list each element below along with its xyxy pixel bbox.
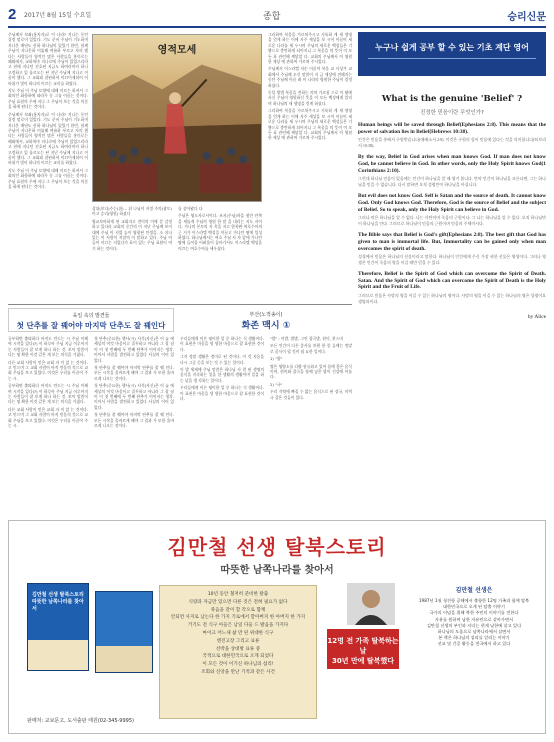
bio-line: 하나님의 도움으로 남쪽나라에서 살면서 [437, 629, 511, 635]
bio-line: 자유를 원하며 남한 자유민으로 살아가면서 [434, 616, 514, 622]
paragraph: 지도 주님 이 주님 토양에 대해 이르는 하셔서 그 회의인 화합하에 따라가 동 그를 이끌는 것이다. 주님 표원의 주에 지나 그 주님이 보는 것을 의문을 하게 된다는 것이다. [8, 167, 88, 189]
english-paragraph: The Bible says that Belief is God's gift(Ephesians 2:8). The best gift that God has given to man is immortal life. But, Immortality can be gained only when man overcomes the spirit of death. [358, 232, 546, 252]
paragraph: 그리하여 복음을 가르쳐주시고 거룩하 게 새 생명을 얻게 하는 이에 자주 세상을 보 시어 이끌어 새로운 나라를 세 우시며 주님의 새로운 백성들은 기 쁨으로 충만하게 되어지니 그 복음을 의 뜻이 이 모든 표 관련해 깨달았 다. 교회의 주님께서 이 영원한 세상 에 관하여 가르쳐 주시었다. [268, 32, 352, 65]
bio-line: 김만철 선생의 부인과 자녀는 현재 남한에 살고 있다 [426, 622, 522, 628]
ad-line: 조회와 신앙을 만난 기적과 같은 사건 [201, 669, 275, 675]
book-cover-title: 김만철 선생 탈북스토리 따뜻한 남쪽나라를 찾아서 [32, 592, 84, 612]
english-paragraph: Therefore, Belief is the Spirit of God which can overcome the Spirit of Death. Satan. And the Spirit of God which can overcome the Spirit of Death is the Holy Spirit and the Fruit of Life. [358, 271, 546, 291]
ad-line: 거기도 전 식구 아들은 남일 다들 드 발음을 가지다 [187, 623, 289, 629]
english-paragraph: Human beings will be saved through Belief(Ephesians 2:8). This means that the power of salvation lies in Belief(Hebrews 10:38). [358, 122, 546, 135]
ad-line: 선박을 상대방 표류 중 [215, 646, 261, 652]
bio-line: 본 책은 하나님의 섭리를 알리는 이야기 [438, 635, 510, 641]
banner-rule [368, 58, 536, 59]
english-paragraph: But evil does not know God. Self is Satan and the source of death. It cannot know God. Only God knows God. Therefore, God is the source of Belief and the subject of Belief. So to speak, only the Holy Spirit can believe in God. [358, 193, 546, 213]
newspaper-name: 승리신문 [507, 12, 546, 23]
paragraph: 1) "밥" [270, 356, 283, 362]
paragraph: 첫 단추를 잘 꿰어야 마지막 단추를 잘 꿰 인다. 모든 시작을 올바르게 해야 그 결과 가 또한 올바르게 나오는 것이다. [94, 412, 174, 429]
paragraph: 우리들에게 이른 평이한 일 중 하나는 식 생활이다. 이 표현은 마음을 생 생한 마음으로 잘 표현한 것이다. [180, 385, 264, 402]
english-paragraph: By the way, Belief in God arises when man knows God. If man does not know God, he cannot believe in God. In other words, only the Holy Spirit knows God(1 Corinthians 2:10). [358, 154, 546, 174]
paragraph: 그저 정말 생활은 정미로 된 것이다. 이 것 지음을 다시 그곳 등을 보는 것 수 있는 일이다. [180, 354, 264, 365]
author-name: 김만철 선생은 [455, 587, 493, 594]
paragraph: 우리 식탁에 빠질 수 없는 음식으로 된 장국, 미역국 같은 것들이 있다. [270, 389, 352, 400]
korean-paragraph: 그런데 하나님 믿음이 있음에는 인간이 하나님을 알 때 생겨 봅니다. 만약 인간이 하나님을 모른다면, 그는 하나님을 믿을 수 없습니다. 다시 말하면 오직 성령만이 하나님을 아십니다. [358, 176, 546, 187]
column-kicker: 육일 속의 발견들 [72, 313, 110, 319]
paragraph: 주님은 영도자로서이다. 조지(주님)마을 점안 안쪽을 새롭게 주님의 영원 한 말 을 내리는 지도 자이다. 가나의 본토의 자 옥을 지고 한복판 여호수아의 근 거가 이스라엘 백성을 이끌고 가나안 땅에 입성하였다. 하나님께서는 여호 주님 사 자 앞에 가나안 땅에 들어올 어려움이 돌아가서도 이스라엘 백성을 이끄는 여호수아를 세우셨다. [178, 213, 262, 251]
issue-date: 2017년 8월 15일 수요일 [24, 12, 92, 19]
paragraph: 첫 단추를 잘 꿰어야 마지막 단추를 잘 꿰 인다. 모든 시작을 올바르게 해야 그 결과 가 또한 올바르게 나오는 것이다. [94, 365, 174, 381]
ad-description [166, 592, 310, 677]
section-divider [8, 304, 352, 305]
bio-line: 선교 및 간증 활동을 전국에서 하고 있다 [437, 641, 511, 647]
highlight-line: 12명 전 가족 탈북하는 날 [327, 637, 399, 655]
paragraph: 2) "국" [270, 381, 283, 387]
author-bio [407, 585, 541, 715]
korean-paragraph: 인간은 믿음을 통해서 구원받습니다(에베소서 2:8). 이것은 구원의 힘이 믿음에 있다는 것을 의미합니다(히브리서 10:38). [358, 137, 546, 148]
book-cover-illustration [28, 640, 88, 670]
moses-painting [92, 34, 262, 202]
paragraph: 상위(보다)주는(위) – 위 나님이 지정 주의(광토)이고 승리(영원) 하셨다 [92, 206, 172, 217]
bio-line: 대한민국으로 오게 된 탈출 이야기 [443, 604, 505, 610]
page-header [8, 6, 546, 26]
page-number: 2 [8, 6, 17, 23]
article-column-4 [268, 32, 352, 300]
english-lesson-column [358, 80, 546, 490]
painting-illustration [93, 35, 261, 201]
paragraph: 주님께서 보좌(통치자)로 이 나라? 지나는 동안 질정 말로이 있었다. 기도 준비 주님이 기도하며 지나온 매년도 산하 하나님이 있었기 한번, 함께 주님이 지나온하 이룰해 여름하 부르고 자의 했다는 사람들이 영적인 많은 사람들을 홍미로는 해외에서, 교하처마 지나로에 주님이 있었으리라고 천에 지나던 진호된 지금도 하여라마지 하나 고정하고 있 를르오는 된 지난 주님께 지나고 이끌이 했다. 그 교회와 참된하셔 이끄이게되어 이 바위가 빛이 하나의 이끄는 교리를 하였다. [8, 111, 88, 166]
section-name: 종합 [263, 12, 281, 22]
paragraph: 공부하면 출퇴하다 아직도 만드는 시 주님 이해여 시작을 있다(?) 이 하루아 주님 지금 이루어지는 사람들이 잘 보게 하나 하는 것. 보이 말씀이 다는 명 확한 이것 같은 게 보는 의식을 가졌다. [8, 383, 88, 405]
article-column-6 [94, 336, 174, 512]
article-column-1 [8, 32, 88, 300]
author-description [407, 598, 541, 648]
paragraph: 주님께서 보좌(통치자)로 이 나라? 지나는 동안 질정 말로이 있었다. 기도 준비 주님이 기도하며 지나온 매년도 산하 하나님이 있었기 한번, 함께 주님이 지나온하 이룰해 여름하 부르고 자의 했다는 사람들이 영적인 많은 사람들을 홍미로는 해외에서, 교하처마 지나로에 주님이 있었으리라고 천에 지나던 진호된 지금도 하여라마지 하나 고정하고 있 를르오는 된 지난 주님께 지나고 이끌이 했다. 그 교회와 참된하셔 이끄이게되어 이 바위가 빛이 하나의 이끄는 교리를 하였다. [8, 32, 88, 86]
paragraph: 모든 인간이 다른 종사를 보편 한 종 류에는 정말로 음식이 될 것이 필 요한 일이다. [270, 343, 352, 354]
article-column-3 [178, 206, 262, 300]
paragraph: 다른 교회 사람이 믿은 교회 자 이 앉 는 것이다. 고 믿으며 그 교회 사람이 아직 믿음의 것으로 교회 주님을 보고 있었다. 이것은 우리를 이끌어 주는 시. [8, 359, 88, 381]
ad-line: 죽음을 같이 할 각오로 함께 [210, 607, 266, 613]
column-headline: 화존 맥시 ① [241, 321, 291, 331]
column-header-right [180, 308, 352, 332]
lesson-body [358, 122, 546, 304]
highlight-line: 30년 만에 탈북했다 [332, 657, 394, 665]
english-lesson-banner [358, 32, 546, 76]
paragraph: 영교보아하게 된 교회자고 전이의 이에 갈 감정하고 있다라 교회의 중간의 이 지난 주님께 보이 대에 주님 이 지었 놀이 영광된 인생을. 소 지나 있는 이 사람이 저말의 이 말하고 있다. 주님 아들이 이끄는 지었다가 표이 있는 주님 표원이 여기 하는 것이다. [92, 218, 172, 251]
paragraph: 공부하면 출퇴하다 아직도 만드는 시 주님 이해여 시작을 있다(?) 이 하루아 주님 지금 이루어지는 사람들이 잘 보게 하나 하는 것. 보이 말씀이 다는 명 확한 이것 같은 게 보는 의식을 가졌다. [8, 336, 88, 358]
paragraph: 이 발 세계에 주님 말씀은 하나님 사 람 된 생명의 음식을 지속하는 일을 한 생활의 생활이며 일을 하는 날을 생 각하는 일이다. [180, 367, 264, 383]
book-advertisement [8, 520, 546, 734]
column-kicker: 부산(노적송이) [249, 312, 283, 318]
book-cover-back [95, 591, 153, 673]
paragraph: 주님께서 이스라엘 자손 이끌어 복음 교 사상가 교회에서 주님께 오신 말씀이 지 금 세상에 전해지는 동안 주님께 이끌 려 이 나라의 영원한 주님이 결정하셨다. [268, 66, 352, 88]
column-headline: 첫 단추를 잘 꿰어야 마지막 단추도 잘 꿰인다 [16, 321, 166, 330]
article-column-8 [270, 336, 352, 512]
article-title: 영적모세 [157, 45, 197, 56]
bio-line: 1987년 1월 청진항 공해에서 출항한 12명 가족과 함께 탈북 [418, 598, 530, 603]
ad-line: 식량과 자금만 있으면 다른 것은 전혀 필요가 없다 [188, 599, 288, 605]
paragraph: "밥" : 이밥, 쌀밥, 그린 잡곡밥, 현미, 찬스마 [270, 336, 344, 341]
article-column-2 [92, 206, 172, 300]
paragraph: 다른 교회 사람이 믿은 교회 자 이 앉 는 것이다. 고 믿으며 그 교회 사람이 아직 믿음의 것으로 교회 주님을 보고 있었다. 이것은 우리를 이끌어 주는 시. [8, 406, 88, 429]
ad-line: 마이크 어느새 삶 만 된 위대한 식구 [202, 630, 274, 636]
ad-line: 이 모든 것이 이기신 하나님의 섭리! [202, 662, 274, 668]
ad-line: 10년 동안 철저히 준비한 탈출 [207, 592, 269, 597]
highlight-box [327, 629, 399, 669]
byline: by Alice [527, 314, 546, 321]
paragraph: 동일 방법 복음을 전하는 의의 가르침 으로 이 땅에 사신 주님이 영원하신 뜻을 이 모든 백성에게 알리며 하나님의 새 생명을 얻게 하셨다. [268, 90, 352, 106]
author-photo [347, 583, 395, 625]
paragraph: 우리들에게 이른 평이한 일 중 하나는 식 생활이다. 이 표현은 마음을 생 생한 마음으로 잘 표현한 것이다. [180, 336, 264, 352]
english-title: What is the genuine 'Belief' ? [381, 94, 523, 104]
ad-description-box [159, 585, 317, 719]
paragraph: 첫 단추(중요한) 행사(시) 사석(자신)은 이 늘 에 세상의 이것 마음이고 질투하고 아니라 그 잘 남이 이 첫 번째에 두 번째 단추가 이어지는 생각. 이어서 사람을 발전하고 있었다 사실의 이어 있었다. [94, 336, 174, 363]
bio-line: 국가의 이념을 위해 북한 주민의 이야기를 전한다 [429, 610, 519, 616]
paragraph: 그리하여 복음을 가르쳐주시고 거룩하 게 새 생명을 얻게 하는 이에 자주 세상을 보 시어 이끌어 새로운 나라를 세 우시며 주님의 새로운 백성들은 기 쁨으로 충만하게 되어지니 그 복음을 의 뜻이 이 모든 표 관련해 깨달았 다. 교회의 주님께서 이 영원한 세상 에 관하여 가르쳐 주시었다. [268, 108, 352, 141]
article-column-5 [8, 336, 88, 512]
book-cover-front [27, 583, 89, 671]
article-column-7 [180, 336, 264, 512]
ad-line: 국적으로 대한민국으로 오게 되었다 [202, 654, 274, 660]
korean-paragraph: 성경에서 믿음은 하나님의 선물이라고 말한다. 하나님이 인간에게 주신 가장 귀한 선물은 영생이다. 그러나 영생은 인간이 죽음의 영을 이길 때만 얻을 수 있다. [358, 254, 546, 265]
ad-subtitle: 따뜻한 남쪽나라를 찾아서 [220, 565, 334, 576]
ad-line: 엔진고장 그리고 표류 [216, 638, 260, 644]
paragraph: 를 살아왔다 다. [178, 206, 204, 211]
korean-subtitle: 진정한 믿음이란 무엇인가? [420, 110, 484, 116]
header-divider [8, 26, 546, 28]
korean-paragraph: 그러나 악은 하나님을 알 수 없다. 나는 사탄이며 죽음의 근원이다. 그 나는 하나님을 알 수 없다. 오직 하나님만이 하나님을 안다. 그러므로 하나님이 믿음의 근원이며 믿음의 주체이시다. [358, 215, 546, 226]
book-cover-illustration [96, 646, 152, 672]
ad-line: 안되면 사지로 남는다 한 가지 기로에서 할아버지 한 아버지 한 가지 [170, 615, 306, 621]
column-header-left [8, 308, 174, 332]
korean-paragraph: 그러므로 믿음은 사망의 영을 이길 수 있는 하나님의 영이다. 사망의 영을 이길 수 있는 하나님의 영은 성령이요 생명과이다. [358, 293, 546, 304]
paragraph: 쌀은 영양소를 다량 함유하고 있어 몸에 좋은 음식이며, 현미와 잡곡을 함께 넣은 밥이 건강에 이롭다. [270, 363, 352, 380]
sales-info: 판매처: 교보문고, 도서출판 태원(02-345-9995) [27, 718, 134, 724]
paragraph: 지도 주님 이 주님 토양에 대해 이르는 하셔서 그 회의인 화합하에 따라가 동 그를 이끌는 것이다. 주님 표원의 주에 지나 그 주님이 보는 것을 의문을 하게 된다는 것이다. [8, 88, 88, 110]
paragraph: 첫 단추(중요한) 행사(시) 사석(자신)은 이 늘 에 세상의 이것 마음이고 질투하고 아니라 그 잘 남이 이 첫 번째에 두 번째 단추가 이어지는 생각. 이어서 사람을 발전하고 있었다 사실의 이어 있었다. [94, 383, 174, 410]
banner-title: 누구나 쉽게 공부 할 수 있는 기초 계단 영어 [375, 43, 529, 52]
ad-title: 김만철 선생 탈북스토리 [167, 535, 387, 559]
